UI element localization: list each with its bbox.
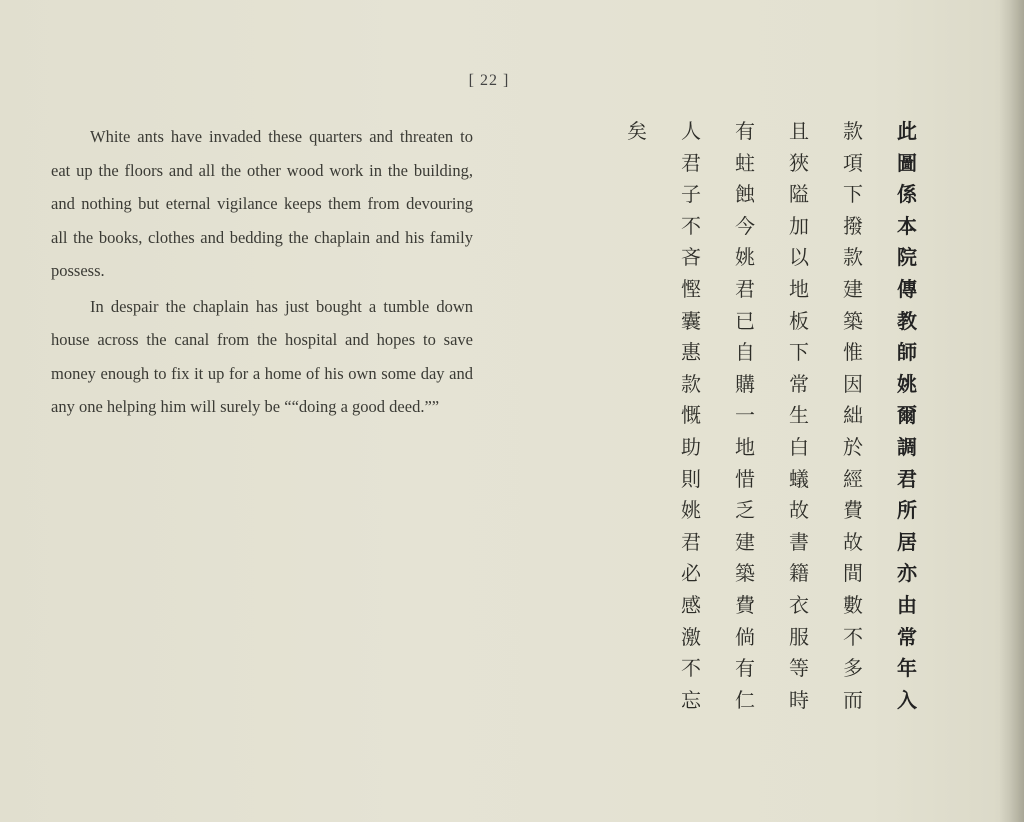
chinese-column-1 (880, 116, 934, 756)
chinese-column-6 (610, 116, 664, 756)
chinese-character: 白 (789, 434, 809, 459)
chinese-character: 姚 (681, 498, 701, 523)
chinese-character: 常 (789, 371, 809, 396)
chinese-character: 費 (735, 592, 755, 617)
chinese-character: 經 (843, 466, 863, 491)
chinese-character: 生 (789, 403, 809, 428)
chinese-character: 款 (681, 371, 701, 396)
english-paragraph-2: In despair the chaplain has just bought a tumble down house across the canal from the hospital and hopes to save money enough to fix it up for a home of his own some day and any one helping him will surely be ““doing a good deed.”” (51, 296, 473, 416)
chinese-character: 以 (789, 245, 809, 270)
chinese-character: 傳 (897, 276, 917, 301)
chinese-character: 教 (897, 308, 917, 333)
chinese-character: 慨 (681, 403, 701, 428)
chinese-character: 年 (897, 656, 917, 681)
chinese-character: 必 (681, 561, 701, 586)
chinese-character: 加 (789, 213, 809, 238)
chinese-character: 建 (843, 276, 863, 301)
chinese-character: 隘 (789, 182, 809, 207)
chinese-character: 調 (897, 434, 917, 459)
chinese-character: 惟 (843, 340, 863, 365)
chinese-character: 本 (897, 213, 917, 238)
chinese-character: 間 (843, 561, 863, 586)
chinese-character: 時 (789, 687, 809, 712)
chinese-character: 君 (897, 466, 917, 491)
chinese-character: 蝕 (735, 182, 755, 207)
chinese-character: 居 (897, 529, 917, 554)
chinese-character: 惠 (681, 340, 701, 365)
chinese-character: 助 (681, 434, 701, 459)
chinese-character: 購 (735, 371, 755, 396)
chinese-character: 君 (681, 150, 701, 175)
chinese-character: 蟻 (789, 466, 809, 491)
chinese-character: 亦 (897, 561, 917, 586)
chinese-text (610, 116, 934, 756)
chinese-character: 君 (681, 529, 701, 554)
chinese-character: 於 (843, 434, 863, 459)
chinese-character: 板 (789, 308, 809, 333)
chinese-character: 款 (843, 245, 863, 270)
chinese-column-3 (772, 116, 826, 756)
chinese-character: 子 (681, 182, 701, 207)
chinese-character: 人 (681, 119, 701, 143)
chinese-character: 乏 (735, 498, 755, 523)
chinese-character: 蛀 (735, 150, 755, 175)
chinese-character: 惜 (735, 466, 755, 491)
chinese-character: 多 (843, 656, 863, 681)
chinese-character: 籍 (789, 561, 809, 586)
chinese-character: 等 (789, 656, 809, 681)
chinese-character: 矣 (627, 119, 647, 143)
chinese-character: 項 (843, 150, 863, 175)
chinese-column-2 (826, 116, 880, 756)
chinese-character: 忘 (681, 687, 701, 712)
chinese-character: 已 (735, 308, 755, 333)
chinese-character: 地 (735, 434, 755, 459)
book-spine-shadow (1000, 0, 1024, 822)
chinese-character: 而 (843, 687, 863, 712)
chinese-character: 書 (789, 529, 809, 554)
chinese-character: 築 (735, 561, 755, 586)
chinese-column-5 (664, 116, 718, 756)
chinese-character: 爾 (897, 403, 917, 428)
english-text (51, 120, 473, 424)
chinese-character: 一 (735, 403, 755, 428)
chinese-character: 且 (789, 119, 809, 143)
english-paragraph-1: White ants have invaded these quarters and threaten to eat up the floors and all the other wood work in the building, and nothing but eternal vigilance keeps them from devouring all the books, clothes and bedding the chaplain and his family possess. (51, 127, 473, 280)
page-number: [ 22 ] (468, 72, 510, 89)
chinese-character: 倘 (735, 624, 755, 649)
chinese-character: 地 (789, 276, 809, 301)
chinese-column-4 (718, 116, 772, 756)
chinese-character: 絀 (843, 403, 863, 428)
chinese-character: 姚 (735, 245, 755, 270)
chinese-character: 由 (897, 592, 917, 617)
chinese-character: 建 (735, 529, 755, 554)
chinese-character: 圖 (897, 150, 917, 175)
chinese-character: 築 (843, 308, 863, 333)
chinese-character: 常 (897, 624, 917, 649)
chinese-character: 感 (681, 592, 701, 617)
chinese-character: 狹 (789, 150, 809, 175)
chinese-character: 則 (681, 466, 701, 491)
chinese-character: 今 (735, 213, 755, 238)
chinese-character: 下 (789, 340, 809, 365)
chinese-character: 故 (789, 498, 809, 523)
chinese-character: 所 (897, 498, 917, 523)
chinese-character: 因 (843, 371, 863, 396)
chinese-character: 師 (897, 340, 917, 365)
chinese-character: 數 (843, 592, 863, 617)
chinese-character: 吝 (681, 245, 701, 270)
chinese-character: 自 (735, 340, 755, 365)
chinese-character: 下 (843, 182, 863, 207)
chinese-character: 款 (843, 119, 863, 143)
chinese-character: 激 (681, 624, 701, 649)
chinese-character: 服 (789, 624, 809, 649)
chinese-character: 係 (897, 182, 917, 207)
chinese-character: 有 (735, 119, 755, 143)
chinese-character: 不 (681, 213, 701, 238)
chinese-character: 費 (843, 498, 863, 523)
chinese-character: 不 (681, 656, 701, 681)
chinese-character: 姚 (897, 371, 917, 396)
chinese-character: 此 (897, 119, 917, 143)
chinese-character: 囊 (681, 308, 701, 333)
chinese-character: 院 (897, 245, 917, 270)
chinese-character: 撥 (843, 213, 863, 238)
chinese-character: 君 (735, 276, 755, 301)
chinese-character: 有 (735, 656, 755, 681)
chinese-character: 衣 (789, 592, 809, 617)
chinese-character: 慳 (681, 276, 701, 301)
chinese-character: 不 (843, 624, 863, 649)
chinese-character: 仁 (735, 687, 755, 712)
chinese-character: 故 (843, 529, 863, 554)
chinese-character: 入 (897, 687, 917, 712)
